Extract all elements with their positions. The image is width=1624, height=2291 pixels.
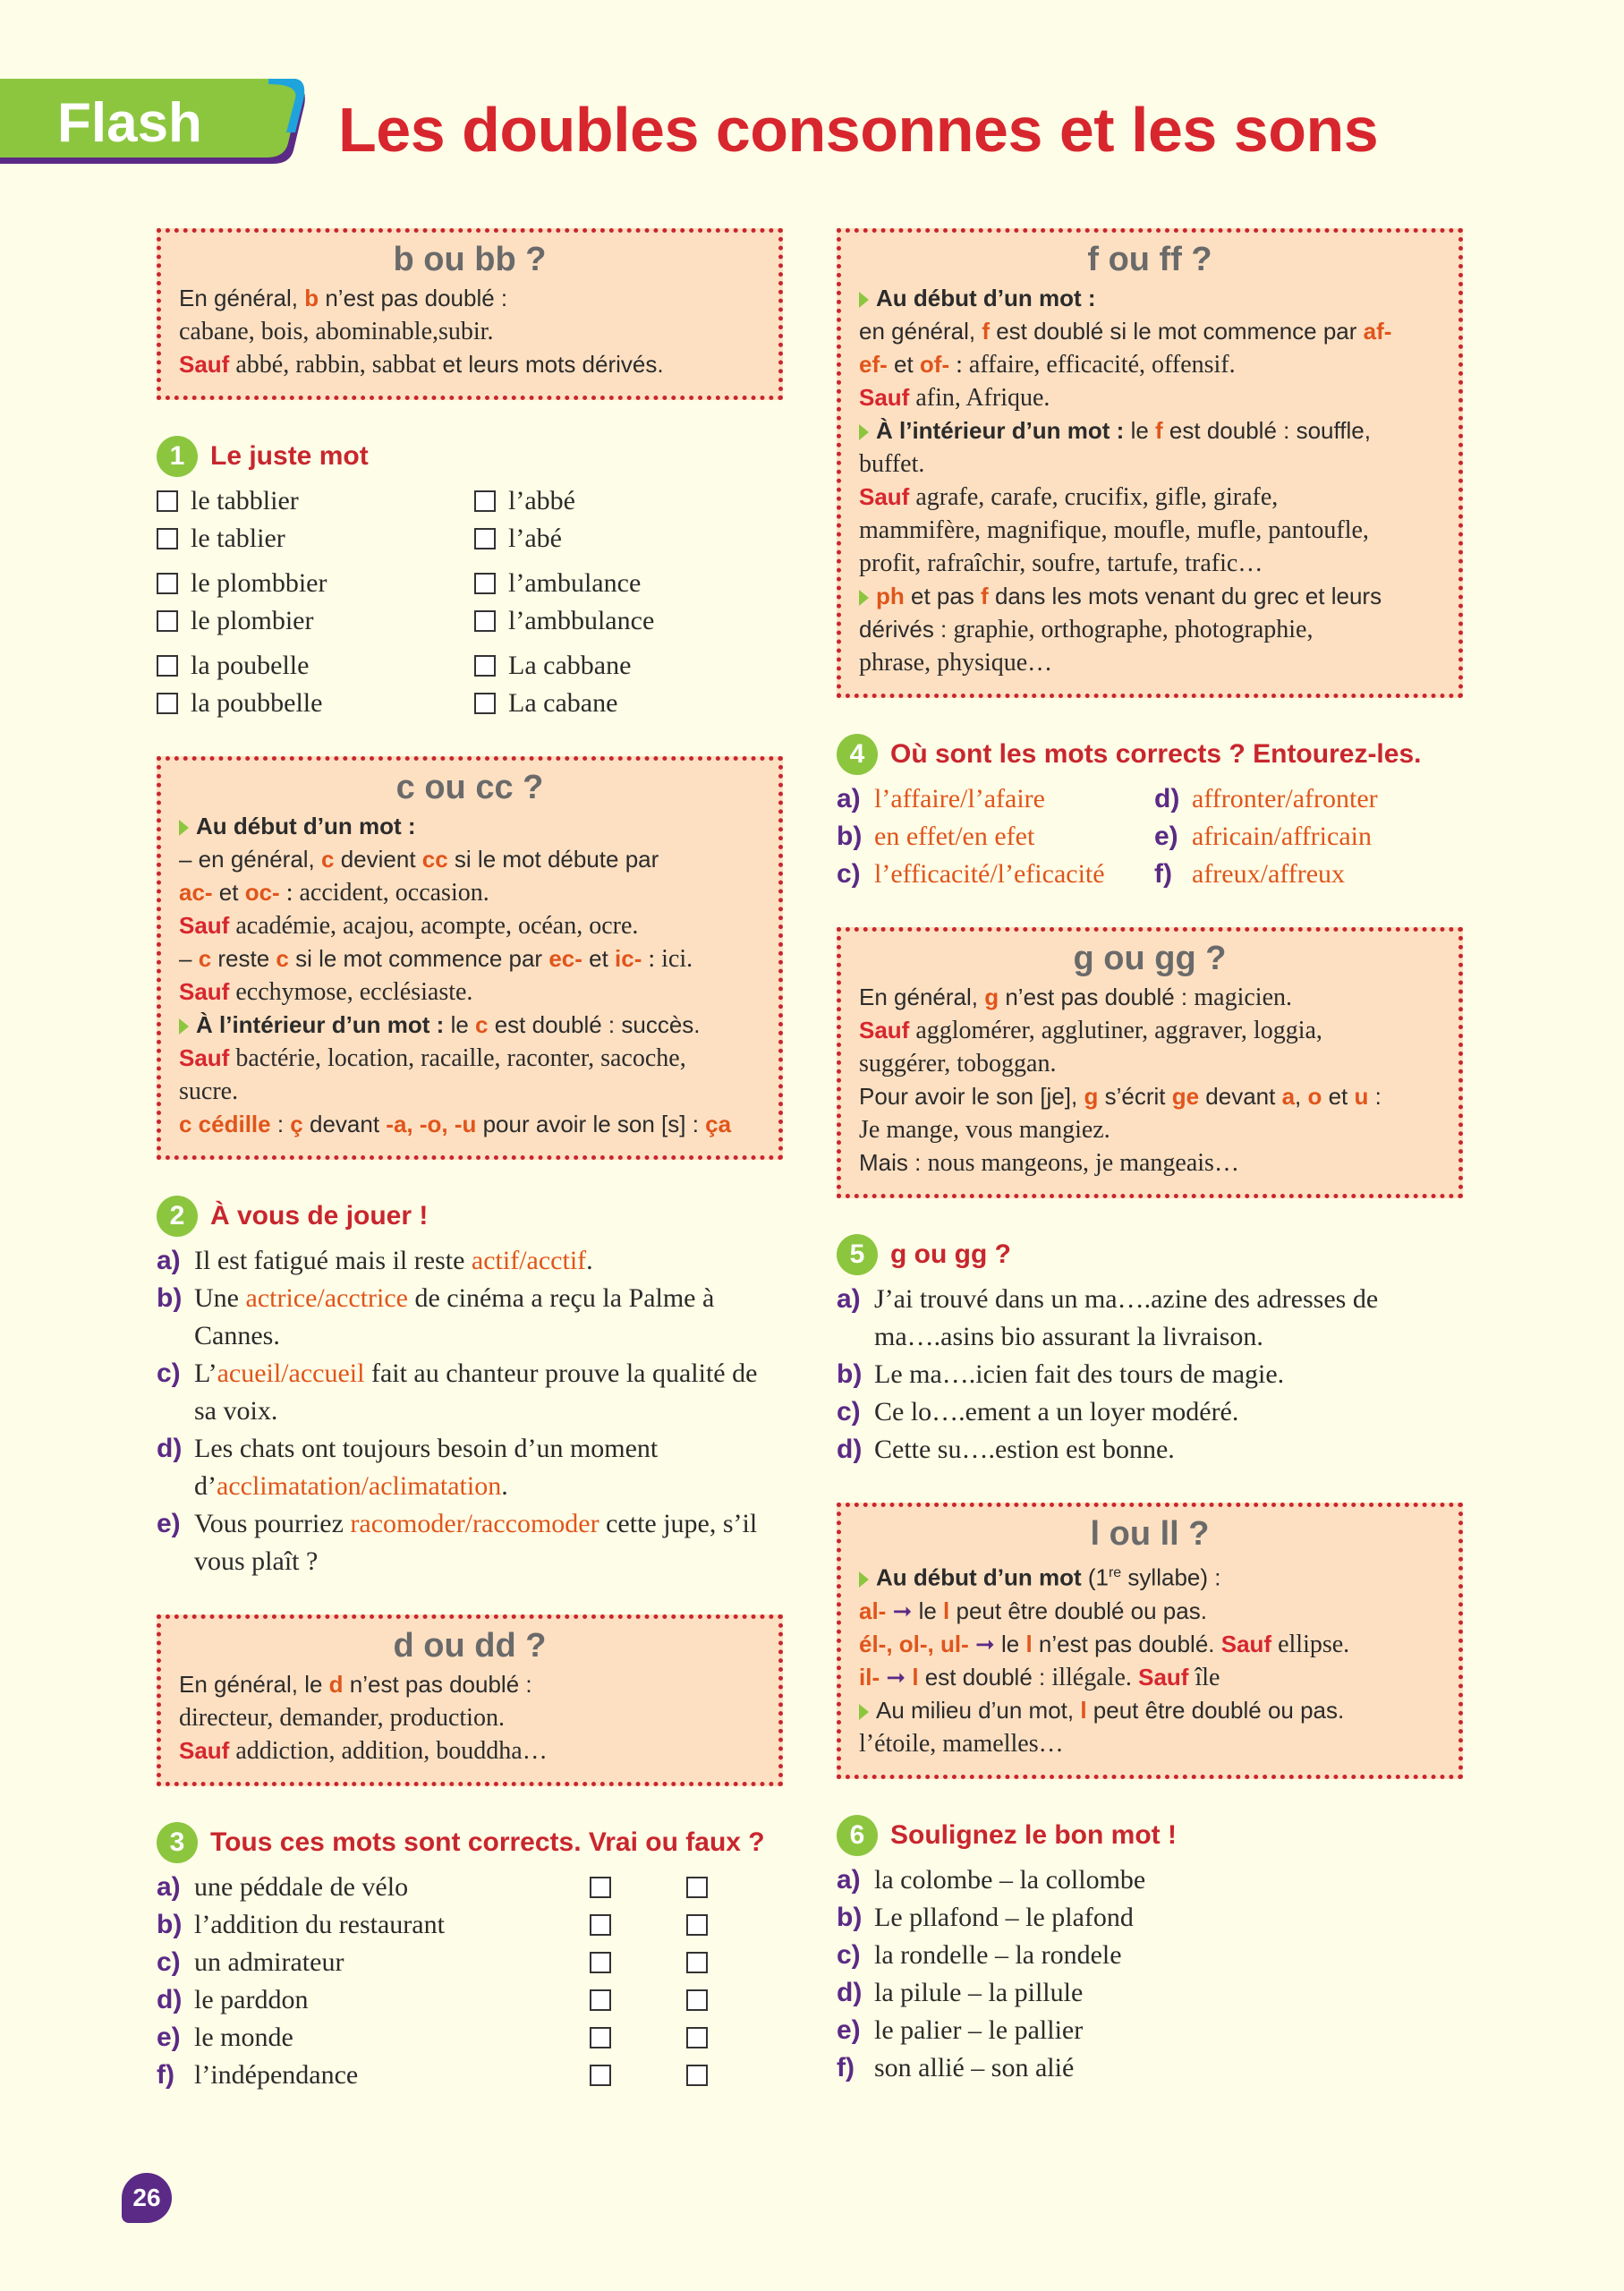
bullet-icon	[859, 292, 869, 308]
exercise-header	[157, 436, 783, 477]
bullet-icon	[859, 424, 869, 440]
exercise-item: a) la colombe – la collombe	[837, 1864, 1146, 1895]
exercise-item[interactable]: d) affronter/afronter	[1154, 784, 1378, 813]
rule-line: él-, ol-, ul- ➞ le l n’est pas doublé. Sauf ellipse.	[859, 1630, 1350, 1658]
rule-line: ph et pas f dans les mots venant du grec et leurs	[859, 580, 1441, 613]
rule-box-c	[157, 756, 783, 1160]
choice-grid	[837, 780, 1463, 893]
left-column	[157, 228, 783, 2128]
vrai-checkbox[interactable]	[590, 1877, 611, 1898]
rule-box-l	[837, 1503, 1463, 1779]
rule-line: al- ➞ le l peut être doublé ou pas.	[859, 1597, 1207, 1624]
exercise-item[interactable]: b) en effet/en efet	[837, 822, 1035, 851]
arrow-icon: ➞	[880, 1663, 913, 1691]
faux-checkbox[interactable]	[686, 2027, 708, 2048]
exercise-item: d) le parddon	[157, 1981, 783, 2019]
rule-line: Sauf agrafe, carafe, crucifix, gifle, girafe,	[859, 483, 1279, 511]
checkbox[interactable]	[474, 490, 496, 512]
checkbox-grid	[157, 482, 783, 722]
rule-line: c cédille : ç devant -a, -o, -u pour avoir le son [s] : ça	[179, 1111, 732, 1137]
box-title: c ou cc ?	[395, 769, 544, 806]
rule-line: – en général, c devient cc si le mot débute par	[179, 846, 659, 873]
bullet-icon	[179, 820, 189, 836]
vrai-checkbox[interactable]	[590, 2027, 611, 2048]
rule-line: l’étoile, mamelles…	[859, 1729, 1064, 1758]
exercise-item: a) Il est fatigué mais il reste actif/acctif.	[157, 1246, 593, 1275]
rule-line: Sauf académie, acajou, acompte, océan, ocre.	[179, 912, 639, 940]
exercise-item: b) Une actrice/acctrice de cinéma a reçu la Palme à Cannes.	[157, 1283, 715, 1350]
faux-checkbox[interactable]	[686, 1914, 708, 1936]
rule-line: Au début d’un mot (1re syllabe) :	[859, 1556, 1441, 1595]
exercise-item: f) l’indépendance	[157, 2057, 783, 2094]
rule-box-b	[157, 228, 783, 400]
exercise-number: 5	[837, 1234, 878, 1275]
exercise-item[interactable]: a) l’affaire/l’afaire	[837, 784, 1045, 813]
exercise-2	[157, 1196, 783, 1580]
exercise-item: d) la pilule – la pillule	[837, 1977, 1084, 2007]
checkbox-item[interactable]: le tablier	[157, 520, 474, 558]
exercise-item: b) Le ma….icien fait des tours de magie.	[837, 1359, 1285, 1389]
exercise-item[interactable]: e) africain/affricain	[1154, 822, 1372, 851]
rule-line: Pour avoir le son [je], g s’écrit ge devant a, o et u :	[859, 1083, 1382, 1110]
rule-line: À l’intérieur d’un mot : le c est doublé : succès.	[179, 1009, 761, 1042]
exercise-item: a) une péddale de vélo	[157, 1869, 783, 1906]
exercise-number: 4	[837, 734, 878, 775]
rule-line: phrase, physique…	[859, 649, 1053, 677]
box-title: d ou dd ?	[393, 1627, 547, 1665]
exercise-item: b) Le pllafond – le plafond	[837, 1902, 1134, 1932]
rule-line: directeur, demander, production.	[179, 1704, 505, 1732]
exercise-header	[837, 1234, 1463, 1275]
exercise-4	[837, 734, 1463, 893]
bullet-icon	[859, 590, 869, 606]
rule-line: Sauf bactérie, location, racaille, raconter, sacoche,	[179, 1044, 686, 1072]
bullet-icon	[859, 1571, 869, 1588]
exercise-1	[157, 436, 783, 722]
checkbox-item[interactable]: la poubbelle	[157, 685, 474, 722]
flash-label: Flash	[57, 92, 202, 154]
checkbox[interactable]	[474, 573, 496, 594]
checkbox[interactable]	[157, 693, 178, 714]
exercise-title: Le juste mot	[210, 441, 369, 471]
exercise-number: 1	[157, 436, 198, 477]
rule-line: suggérer, toboggan.	[859, 1050, 1057, 1077]
bullet-icon	[179, 1018, 189, 1035]
exercise-header	[837, 1815, 1463, 1856]
checkbox[interactable]	[474, 610, 496, 632]
rule-box-f	[837, 228, 1463, 698]
checkbox-item[interactable]: La cabane	[474, 685, 778, 722]
exercise-title: Tous ces mots sont corrects. Vrai ou faux ?	[210, 1827, 765, 1857]
vrai-checkbox[interactable]	[590, 2065, 611, 2086]
exercise-item: c) Ce lo….ement a un loyer modéré.	[837, 1397, 1239, 1427]
arrow-icon: ➞	[968, 1630, 1001, 1657]
faux-checkbox[interactable]	[686, 1877, 708, 1898]
box-title: b ou bb ?	[393, 241, 547, 278]
rule-box-g	[837, 927, 1463, 1198]
rule-line: Sauf addiction, addition, bouddha…	[179, 1737, 548, 1765]
vrai-checkbox[interactable]	[590, 1989, 611, 2011]
rule-line: – c reste c si le mot commence par ec- et ic- : ici.	[179, 945, 693, 973]
checkbox-item[interactable]: l’abé	[474, 520, 778, 558]
rule-line: ac- et oc- : accident, occasion.	[179, 879, 489, 907]
rule-box-d	[157, 1614, 783, 1786]
checkbox[interactable]	[474, 528, 496, 549]
box-title: l ou ll ?	[1090, 1515, 1210, 1553]
exercise-title: Où sont les mots corrects ? Entourez-les.	[890, 739, 1422, 769]
rule-line: En général, le d n’est pas doublé :	[179, 1671, 532, 1698]
exercise-item: e) le monde	[157, 2019, 783, 2057]
exercise-header	[157, 1822, 783, 1863]
checkbox[interactable]	[474, 655, 496, 677]
checkbox[interactable]	[157, 655, 178, 677]
page-title: Les doubles consonnes et les sons	[338, 95, 1379, 165]
page-number: 26	[122, 2173, 172, 2223]
rule-line: Au début d’un mot :	[179, 810, 761, 843]
rule-line: ef- et of- : affaire, efficacité, offensif.	[859, 351, 1236, 379]
exercise-item: e) le palier – le pallier	[837, 2014, 1084, 2045]
exercise-item[interactable]: f) afreux/affreux	[1154, 859, 1346, 889]
exercise-item: c) la rondelle – la rondele	[837, 1939, 1122, 1970]
checkbox-item[interactable]: la poubelle	[157, 647, 474, 685]
rule-line: À l’intérieur d’un mot : le f est doublé : souffle,	[859, 414, 1441, 447]
rule-line: Au milieu d’un mot, l peut être doublé ou pas.	[859, 1694, 1441, 1727]
rule-line: Je mange, vous mangiez.	[859, 1116, 1110, 1144]
right-column	[837, 228, 1463, 2121]
checkbox[interactable]	[157, 610, 178, 632]
rule-line: Sauf abbé, rabbin, sabbat et leurs mots dérivés.	[179, 351, 664, 379]
exercise-item[interactable]: c) l’efficacité/l’eficacité	[837, 859, 1105, 889]
rule-line: sucre.	[179, 1077, 239, 1105]
exercise-number: 3	[157, 1822, 198, 1863]
rule-line: En général, g n’est pas doublé : magicien.	[859, 984, 1292, 1011]
exercise-item: d) Cette su….estion est bonne.	[837, 1435, 1175, 1464]
checkbox-item[interactable]: l’abbé	[474, 482, 778, 520]
exercise-item: a) J’ai trouvé dans un ma….azine des adresses de ma….asins bio assurant la livraison.	[837, 1284, 1379, 1351]
checkbox[interactable]	[474, 693, 496, 714]
rule-line: dérivés : graphie, orthographe, photographie,	[859, 616, 1314, 643]
checkbox-item[interactable]: le plombbier	[157, 565, 474, 602]
bullet-icon	[859, 1704, 869, 1720]
rule-line: profit, rafraîchir, soufre, tartufe, trafic…	[859, 549, 1263, 577]
rule-line: En général, b n’est pas doublé :	[179, 285, 508, 311]
exercise-6	[837, 1815, 1463, 2087]
rule-line: Sauf agglomérer, agglutiner, aggraver, loggia,	[859, 1017, 1322, 1044]
rule-line: cabane, bois, abominable,subir.	[179, 318, 494, 345]
exercise-number: 6	[837, 1815, 878, 1856]
box-title: f ou ff ?	[1087, 241, 1212, 278]
rule-line: buffet.	[859, 450, 925, 478]
exercise-item: e) Vous pourriez racomoder/raccomoder cette jupe, s’il vous plaît ?	[157, 1509, 758, 1576]
exercise-title: g ou gg ?	[890, 1239, 1011, 1269]
vrai-checkbox[interactable]	[590, 1914, 611, 1936]
faux-checkbox[interactable]	[686, 1952, 708, 1973]
rule-line: mammifère, magnifique, moufle, mufle, pantoufle,	[859, 516, 1369, 544]
checkbox-item[interactable]: le tabblier	[157, 482, 474, 520]
rule-line: Au début d’un mot :	[859, 282, 1441, 315]
box-title: g ou gg ?	[1073, 940, 1227, 977]
checkbox[interactable]	[157, 573, 178, 594]
arrow-icon: ➞	[886, 1597, 919, 1624]
rule-line: en général, f est doublé si le mot commence par af-	[859, 318, 1392, 345]
checkbox-item[interactable]: l’ambbulance	[474, 602, 778, 640]
rule-line: Sauf ecchymose, ecclésiaste.	[179, 978, 473, 1006]
exercise-item: d) Les chats ont toujours besoin d’un moment d’acclimatation/aclimatation.	[157, 1434, 659, 1501]
checkbox[interactable]	[157, 528, 178, 549]
exercise-title: Soulignez le bon mot !	[890, 1819, 1177, 1850]
exercise-item: b) l’addition du restaurant	[157, 1906, 783, 1944]
exercise-item: c) L’acueil/accueil fait au chanteur prouve la qualité de sa voix.	[157, 1358, 758, 1426]
checkbox-item[interactable]: l’ambulance	[474, 565, 778, 602]
exercise-3	[157, 1822, 783, 2094]
rule-line: il- ➞ l est doublé : illégale. Sauf île	[859, 1663, 1220, 1691]
rule-line: Sauf afin, Afrique.	[859, 384, 1050, 412]
exercise-number: 2	[157, 1196, 198, 1237]
checkbox-item[interactable]: le plombier	[157, 602, 474, 640]
faux-checkbox[interactable]	[686, 2065, 708, 2086]
checkbox[interactable]	[157, 490, 178, 512]
exercise-title: À vous de jouer !	[210, 1201, 429, 1231]
faux-checkbox[interactable]	[686, 1989, 708, 2011]
exercise-item: f) son allié – son alié	[837, 2052, 1075, 2082]
exercise-header	[837, 734, 1463, 775]
rule-line: Mais : nous mangeons, je mangeais…	[859, 1149, 1239, 1177]
vrai-checkbox[interactable]	[590, 1952, 611, 1973]
checkbox-item[interactable]: La cabbane	[474, 647, 778, 685]
exercise-item: c) un admirateur	[157, 1944, 783, 1981]
exercise-5	[837, 1234, 1463, 1469]
exercise-header	[157, 1196, 783, 1237]
